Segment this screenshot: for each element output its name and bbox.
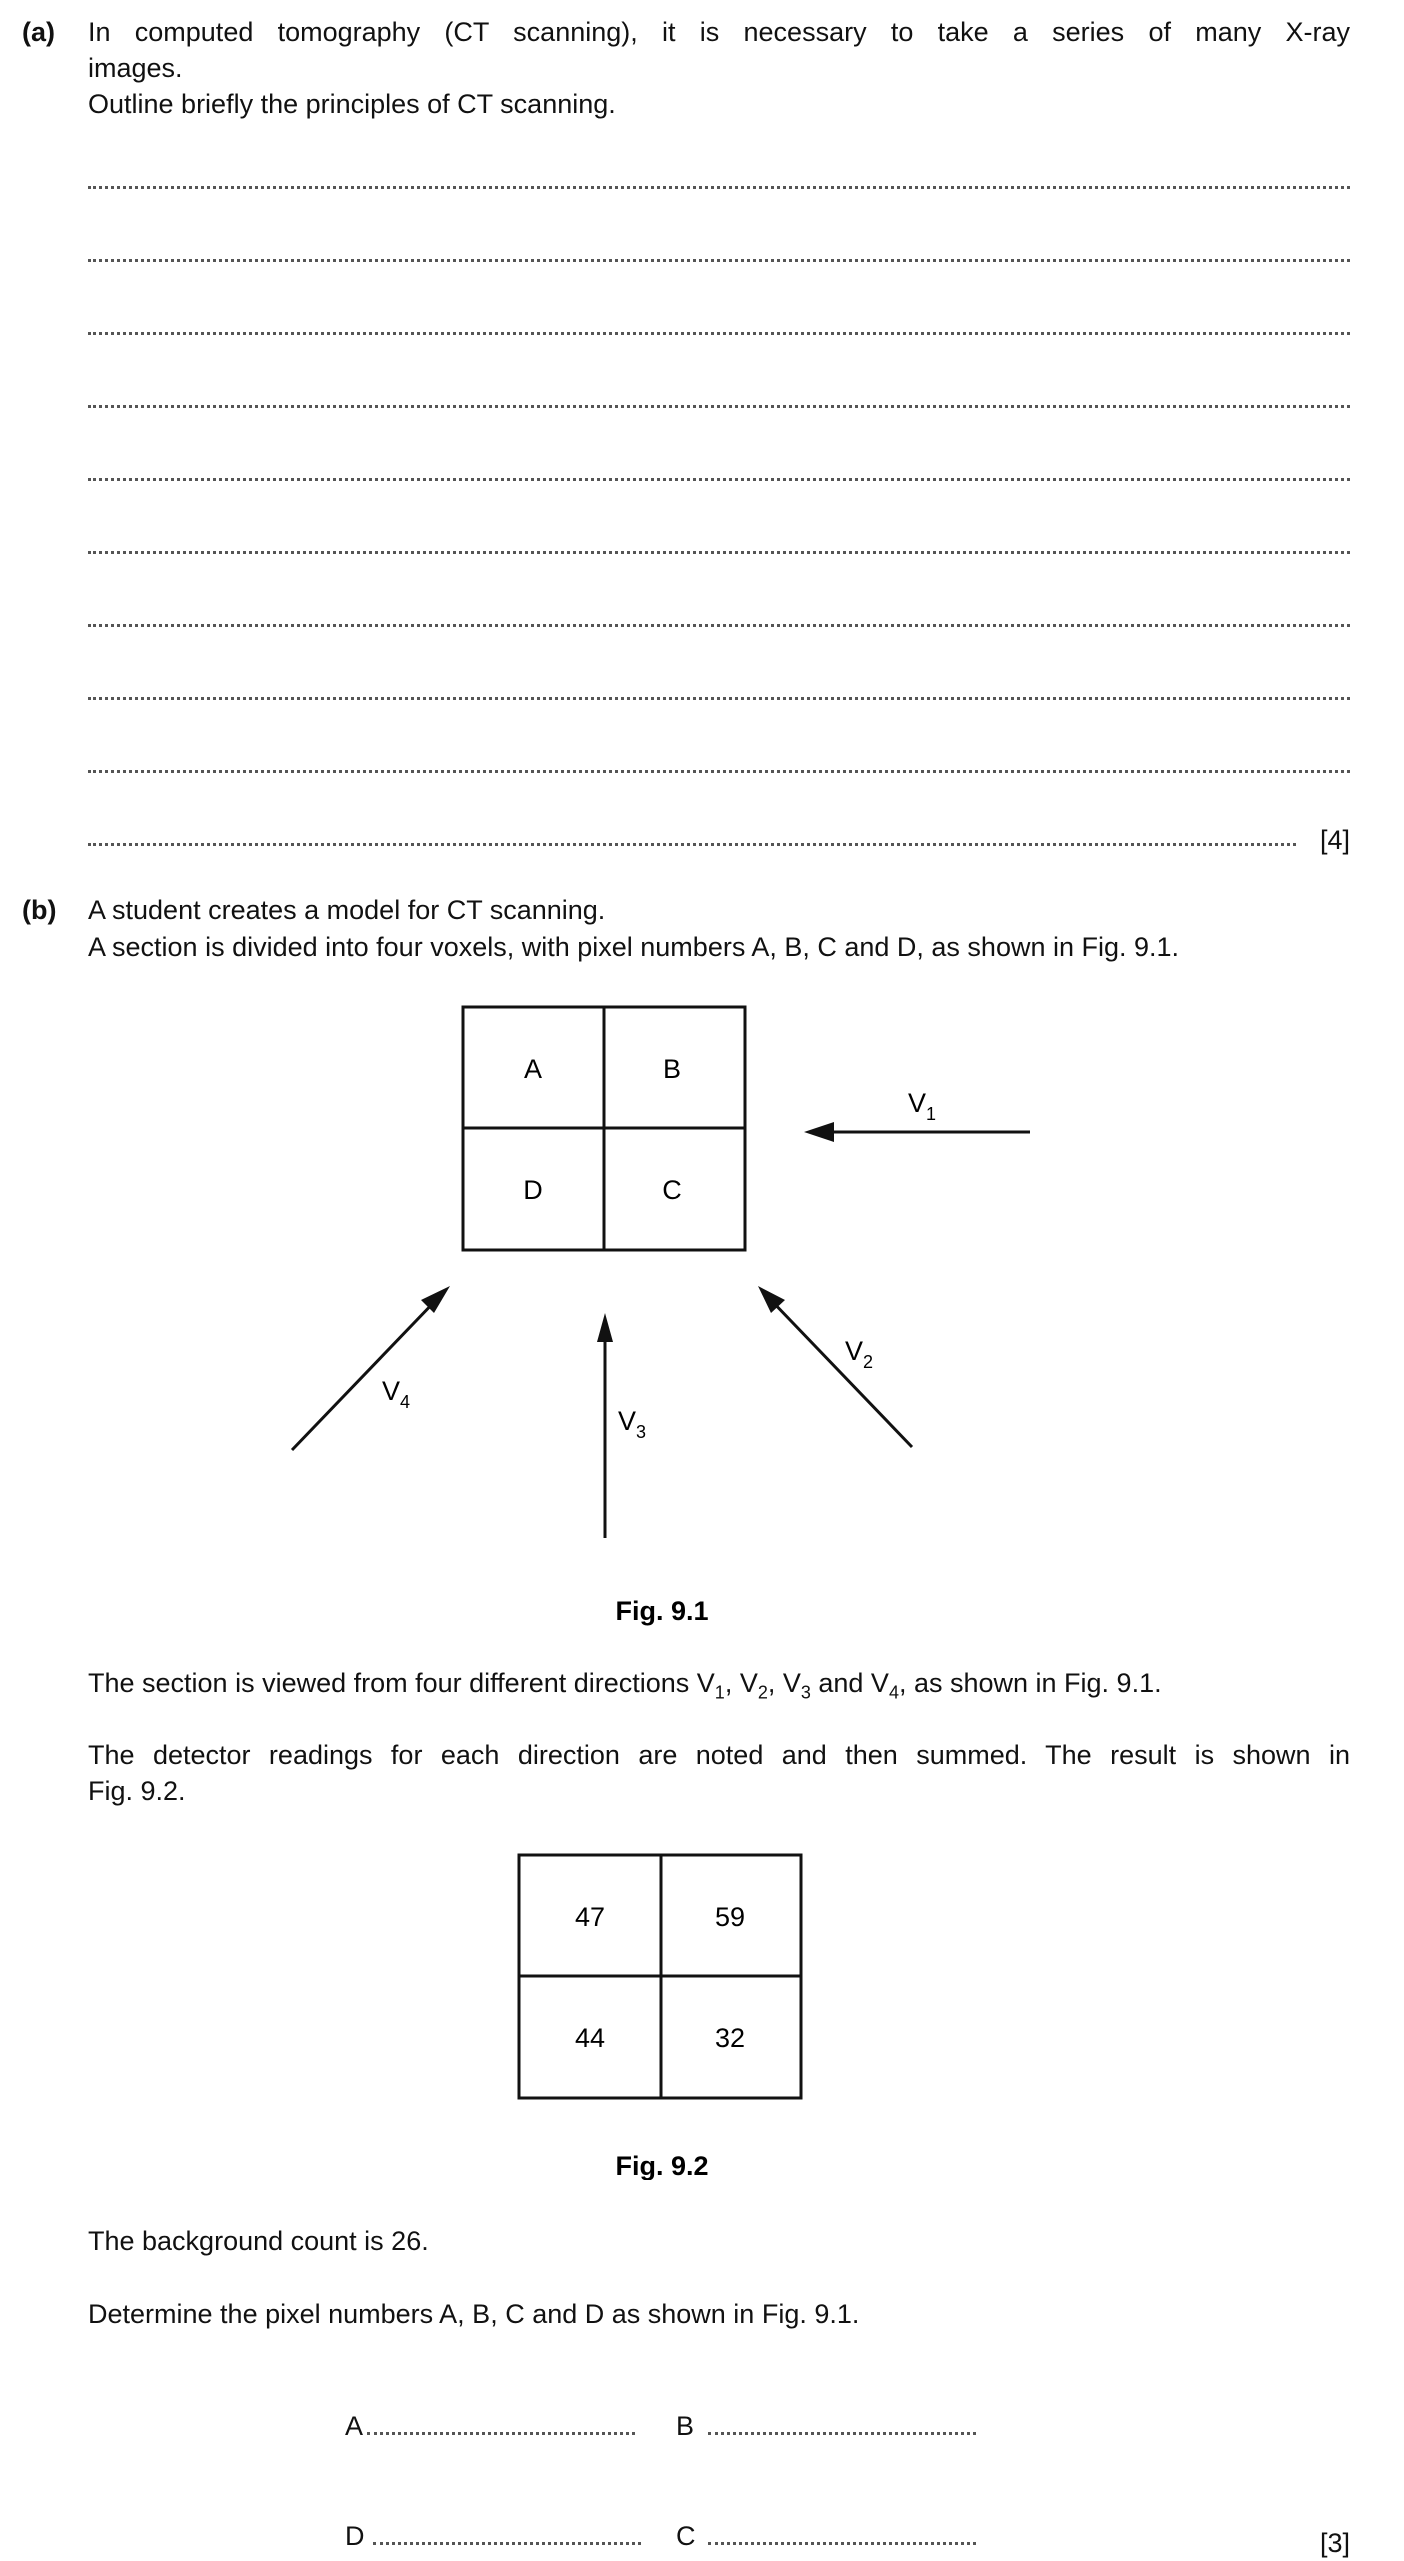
arrow-v4-label: $V_4$	[382, 1376, 411, 1412]
arrow-v2-label: $V_2$	[845, 1336, 874, 1372]
reading-bottom-right: 32	[714, 2023, 746, 2053]
voxel-a-label: A	[523, 1054, 543, 1084]
reading-bottom-left: 44	[574, 2023, 606, 2053]
arrow-v4-head	[421, 1286, 450, 1313]
voxel-grid	[463, 1007, 745, 1250]
part-a-marks: [4]	[1319, 825, 1350, 855]
arrow-v3-label: $V_3$	[618, 1406, 647, 1442]
reading-top-right: 59	[714, 1902, 746, 1932]
arrow-v1-head	[804, 1122, 834, 1142]
figure-9-2	[0, 1820, 1404, 2180]
part-b-label: (b)	[22, 895, 57, 925]
directions-text: The section is viewed from four different directions $V_1$, $V_2$, $V_3$ and $V_4$, as shown in Fig. 9.1.	[88, 1668, 1162, 1703]
arrow-v3-head	[597, 1313, 613, 1342]
figure-9-2-caption: Fig. 9.2	[615, 2151, 709, 2180]
background-count-text: The background count is 26.	[88, 2226, 429, 2256]
part-b-marks: [3]	[1319, 2528, 1350, 2558]
answer-b[interactable]: B	[676, 2408, 976, 2444]
voxel-c-label: C	[662, 1175, 682, 1205]
answer-d[interactable]: D	[345, 2518, 641, 2554]
answer-a[interactable]: A	[345, 2408, 635, 2444]
part-a-line-3: Outline briefly the principles of CT scanning.	[88, 89, 616, 119]
arrow-v2	[768, 1297, 912, 1447]
arrow-v1-label: $V_1$	[908, 1088, 937, 1124]
detector-line-2: Fig. 9.2.	[88, 1776, 186, 1806]
part-a-line-2: images.	[88, 53, 183, 83]
part-a-line-1: In computed tomography (CT scanning), it is necessary to take a series of many X-ray	[88, 17, 1350, 47]
part-b-line-2: A section is divided into four voxels, with pixel numbers A, B, C and D, as shown in Fig. 9.1.	[88, 932, 1180, 962]
reading-top-left: 47	[574, 1902, 606, 1932]
question-text: Determine the pixel numbers A, B, C and D as shown in Fig. 9.1.	[88, 2299, 860, 2329]
figure-9-1-caption: Fig. 9.1	[615, 1596, 709, 1626]
reading-grid	[519, 1855, 801, 2098]
arrow-v4	[292, 1298, 438, 1450]
answer-c[interactable]: C	[676, 2518, 976, 2554]
part-b-line-1: A student creates a model for CT scanning.	[88, 895, 606, 925]
part-a-label: (a)	[22, 17, 55, 47]
voxel-d-label: D	[523, 1175, 543, 1205]
detector-line-1: The detector readings for each direction are noted and then summed. The result is shown in	[88, 1740, 1350, 1770]
voxel-b-label: B	[662, 1054, 682, 1084]
